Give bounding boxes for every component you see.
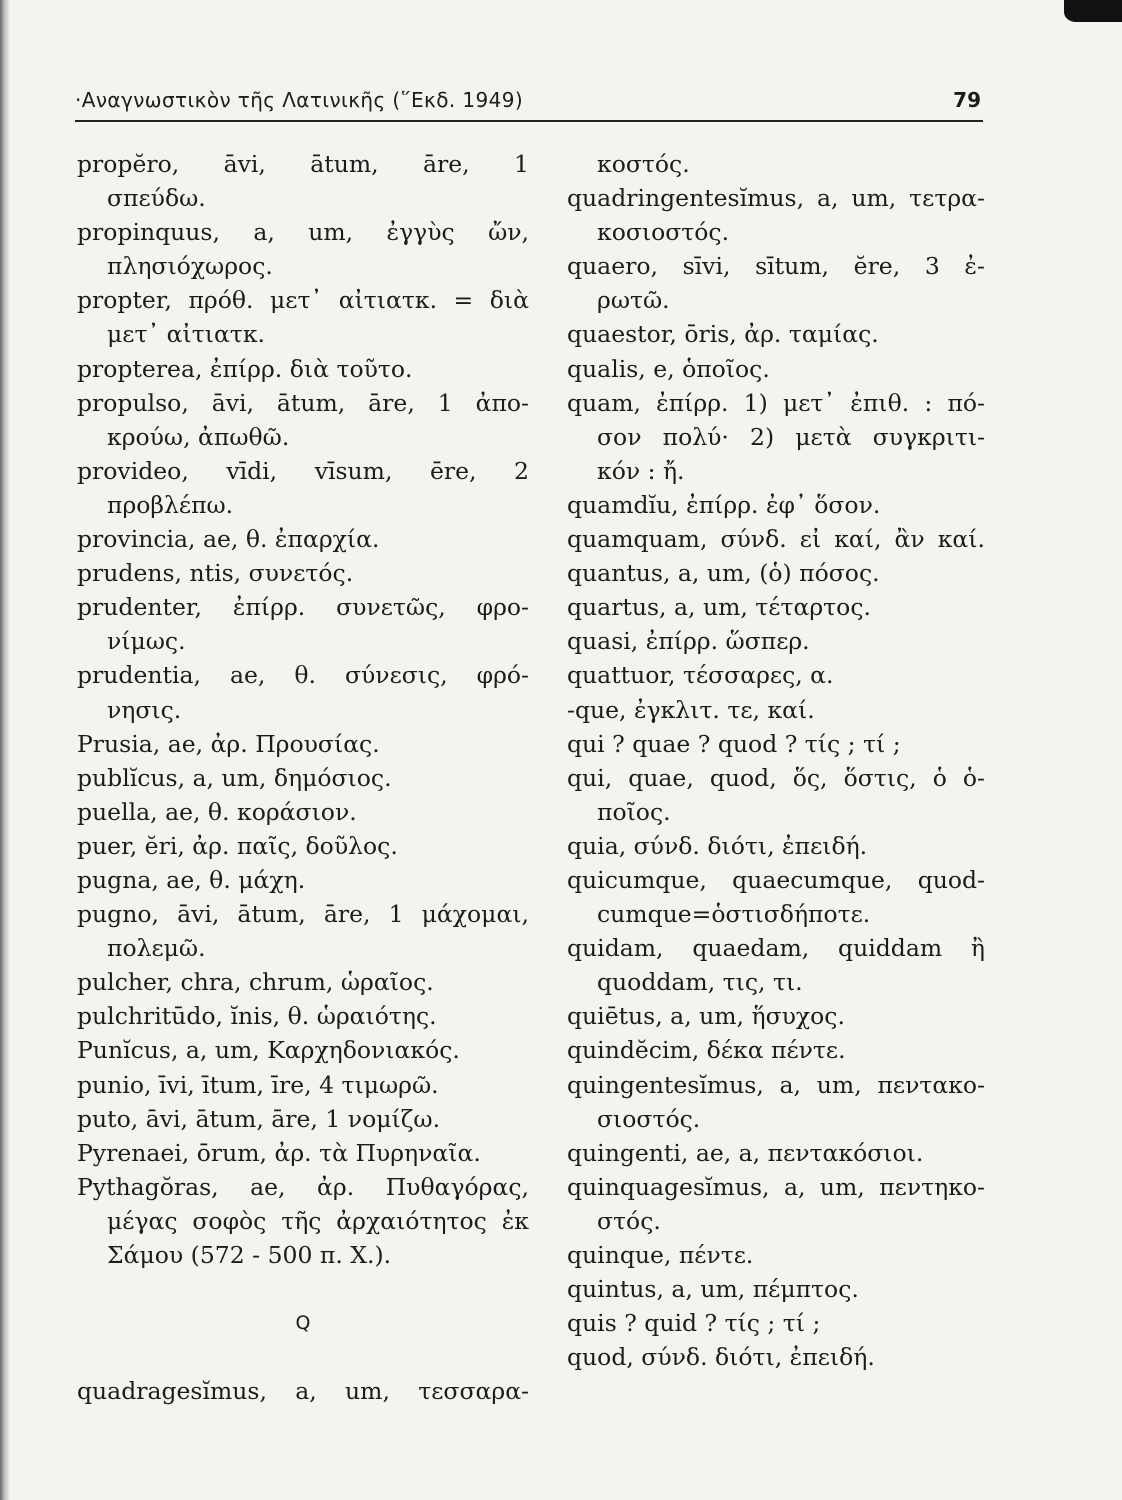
entry-continuation-line: Σάμου (572 - 500 π. Χ.). — [107, 1241, 392, 1269]
right-column — [567, 147, 985, 1374]
page-header — [75, 84, 983, 122]
dictionary-entry-line: quamquam, σύνδ. εἰ καί, ἂν καί. — [567, 525, 985, 554]
dictionary-entry-line: Prusia, ae, ἀρ. Προυσίας. — [77, 729, 380, 758]
entry-continuation-line: κόν : ἤ. — [597, 456, 685, 485]
entry-continuation-line: νίμως. — [107, 627, 186, 656]
dictionary-entry-line: quamdĭu, ἐπίρρ. ἐφ᾽ ὅσον. — [567, 490, 881, 519]
dictionary-entry-line: provincia, ae, θ. ἐπαρχία. — [77, 525, 380, 554]
entry-continuation-line: μέγας σοφὸς τῆς ἀρχαιότητος ἐκ — [107, 1206, 529, 1235]
dictionary-entry-line: provideo, vīdi, vīsum, ēre, 2 — [77, 456, 529, 485]
blank-line — [77, 1272, 529, 1306]
entry-continuation-line: νησις. — [107, 695, 182, 724]
dictionary-entry-line: prudens, ntis, συνετός. — [77, 559, 354, 588]
dictionary-entry-line: propulso, āvi, ātum, āre, 1 ἀπο- — [77, 388, 529, 417]
dictionary-entry-line: quattuor, τέσσαρες, α. — [567, 661, 834, 690]
entry-continuation-line: στός. — [597, 1206, 661, 1235]
entry-continuation-line: σιοστός. — [597, 1104, 701, 1133]
scan-corner-mark — [1064, 0, 1122, 22]
entry-continuation-line: μετ᾽ αἰτιατκ. — [107, 320, 265, 349]
dictionary-entry-line: punio, īvi, ītum, īre, 4 τιμωρῶ. — [77, 1070, 439, 1099]
entry-continuation-line: πλησιόχωρος. — [107, 252, 273, 281]
dictionary-entry-line: Punĭcus, a, um, Καρχηδονιακός. — [77, 1036, 460, 1065]
section-letter: Q — [295, 1312, 311, 1335]
entry-continuation-line: κοσιοστός. — [597, 218, 730, 247]
dictionary-entry-line: quaestor, ōris, ἀρ. ταμίας. — [567, 320, 879, 349]
entry-continuation-line: σον πολύ· 2) μετὰ συγκριτι- — [597, 422, 985, 451]
dictionary-entry-line: qui, quae, quod, ὅς, ὅστις, ὁ ὁ- — [567, 763, 985, 792]
dictionary-entry-line: quaero, sīvi, sītum, ĕre, 3 ἐ- — [567, 252, 985, 281]
dictionary-entry-line: quantus, a, um, (ὁ) πόσος. — [567, 559, 880, 588]
dictionary-entry-line: quingentesĭmus, a, um, πεντακο- — [567, 1070, 985, 1099]
entry-continuation-line: ρωτῶ. — [597, 286, 670, 315]
dictionary-entry-line: propterea, ἐπίρρ. διὰ τοῦτο. — [77, 354, 413, 383]
dictionary-entry-line: Pythagŏras, ae, ἀρ. Πυθαγόρας, — [77, 1172, 529, 1201]
dictionary-entry-line: quingenti, ae, a, πεντακόσιοι. — [567, 1138, 924, 1167]
dictionary-entry-line: quinque, πέντε. — [567, 1241, 754, 1269]
dictionary-entry-line: quadringentesĭmus, a, um, τετρα- — [567, 184, 985, 213]
dictionary-entry-line: publĭcus, a, um, δημόσιος. — [77, 763, 392, 792]
left-column — [77, 147, 529, 1408]
dictionary-entry-line: qui ? quae ? quod ? τίς ; τί ; — [567, 729, 901, 758]
dictionary-entry-line: qualis, e, ὁποῖος. — [567, 354, 770, 383]
dictionary-entry-line: quartus, a, um, τέταρτος. — [567, 593, 871, 622]
entry-continuation-line: κρούω, ἀπωθῶ. — [107, 422, 290, 451]
dictionary-entry-line: quiētus, a, um, ἥσυχος. — [567, 1002, 845, 1031]
dictionary-entry-line: propter, πρόθ. μετ᾽ αἰτιατκ. = διὰ — [77, 286, 529, 315]
blank-line — [77, 1340, 529, 1374]
dictionary-entry-line: quam, ἐπίρρ. 1) μετ᾽ ἐπιθ. : πό- — [567, 388, 985, 417]
dictionary-entry-line: quindĕcim, δέκα πέντε. — [567, 1036, 846, 1065]
dictionary-entry-line: quidam, quaedam, quiddam ἢ — [567, 934, 985, 963]
dictionary-entry-line: puer, ĕri, ἀρ. παῖς, δοῦλος. — [77, 831, 398, 860]
dictionary-entry-line: puella, ae, θ. κοράσιον. — [77, 797, 357, 826]
entry-continuation-line: σπεύδω. — [107, 184, 206, 213]
dictionary-entry-line: pugna, ae, θ. μάχη. — [77, 865, 306, 894]
dictionary-entry-line: quicumque, quaecumque, quod- — [567, 865, 985, 894]
entry-continuation-line: ποῖος. — [597, 797, 671, 826]
dictionary-entry-line: quasi, ἐπίρρ. ὥσπερ. — [567, 627, 810, 656]
entry-continuation-line: cumque=ὁστισδήποτε. — [597, 900, 871, 929]
entry-continuation-line: προβλέπω. — [107, 490, 234, 519]
dictionary-entry-line: puto, āvi, ātum, āre, 1 νομίζω. — [77, 1104, 441, 1133]
dictionary-entry-line: pugno, āvi, ātum, āre, 1 μάχομαι, — [77, 900, 529, 929]
dictionary-entry-line: quis ? quid ? τίς ; τί ; — [567, 1309, 821, 1338]
dictionary-entry-line: prudentia, ae, θ. σύνεσις, φρό- — [77, 661, 529, 690]
page-number: 79 — [953, 88, 981, 112]
entry-continuation-line: πολεμῶ. — [107, 934, 206, 963]
dictionary-entry-line: quintus, a, um, πέμπτος. — [567, 1275, 859, 1304]
dictionary-entry-line: pulchritūdo, ĭnis, θ. ὡραιότης. — [77, 1002, 437, 1031]
dictionary-entry-line: quod, σύνδ. διότι, ἐπειδή. — [567, 1343, 875, 1372]
scan-binding-edge — [0, 0, 10, 1500]
dictionary-entry-line: Pyrenaei, ōrum, ἀρ. τὰ Πυρηναῖα. — [77, 1138, 481, 1167]
dictionary-entry-line: quinquagesĭmus, a, um, πεντηκο- — [567, 1172, 985, 1201]
dictionary-entry-line: quia, σύνδ. διότι, ἐπειδή. — [567, 831, 868, 860]
dictionary-entry-line: quadragesĭmus, a, um, τεσσαρα- — [77, 1377, 529, 1406]
dictionary-entry-line: propĕro, āvi, ātum, āre, 1 — [77, 150, 529, 178]
dictionary-entry-line: prudenter, ἐπίρρ. συνετῶς, φρο- — [77, 593, 529, 622]
dictionary-entry-line: pulcher, chra, chrum, ὡραῖος. — [77, 968, 434, 997]
entry-continuation-line: quoddam, τις, τι. — [597, 968, 803, 997]
entry-continuation-line: κοστός. — [597, 150, 690, 178]
running-title: ·Αναγνωστικὸν τῆς Λατινικῆς (῞Εκδ. 1949) — [75, 88, 524, 112]
dictionary-entry-line: propinquus, a, um, ἐγγὺς ὤν, — [77, 218, 529, 247]
dictionary-entry-line: -que, ἐγκλιτ. τε, καί. — [567, 695, 815, 724]
